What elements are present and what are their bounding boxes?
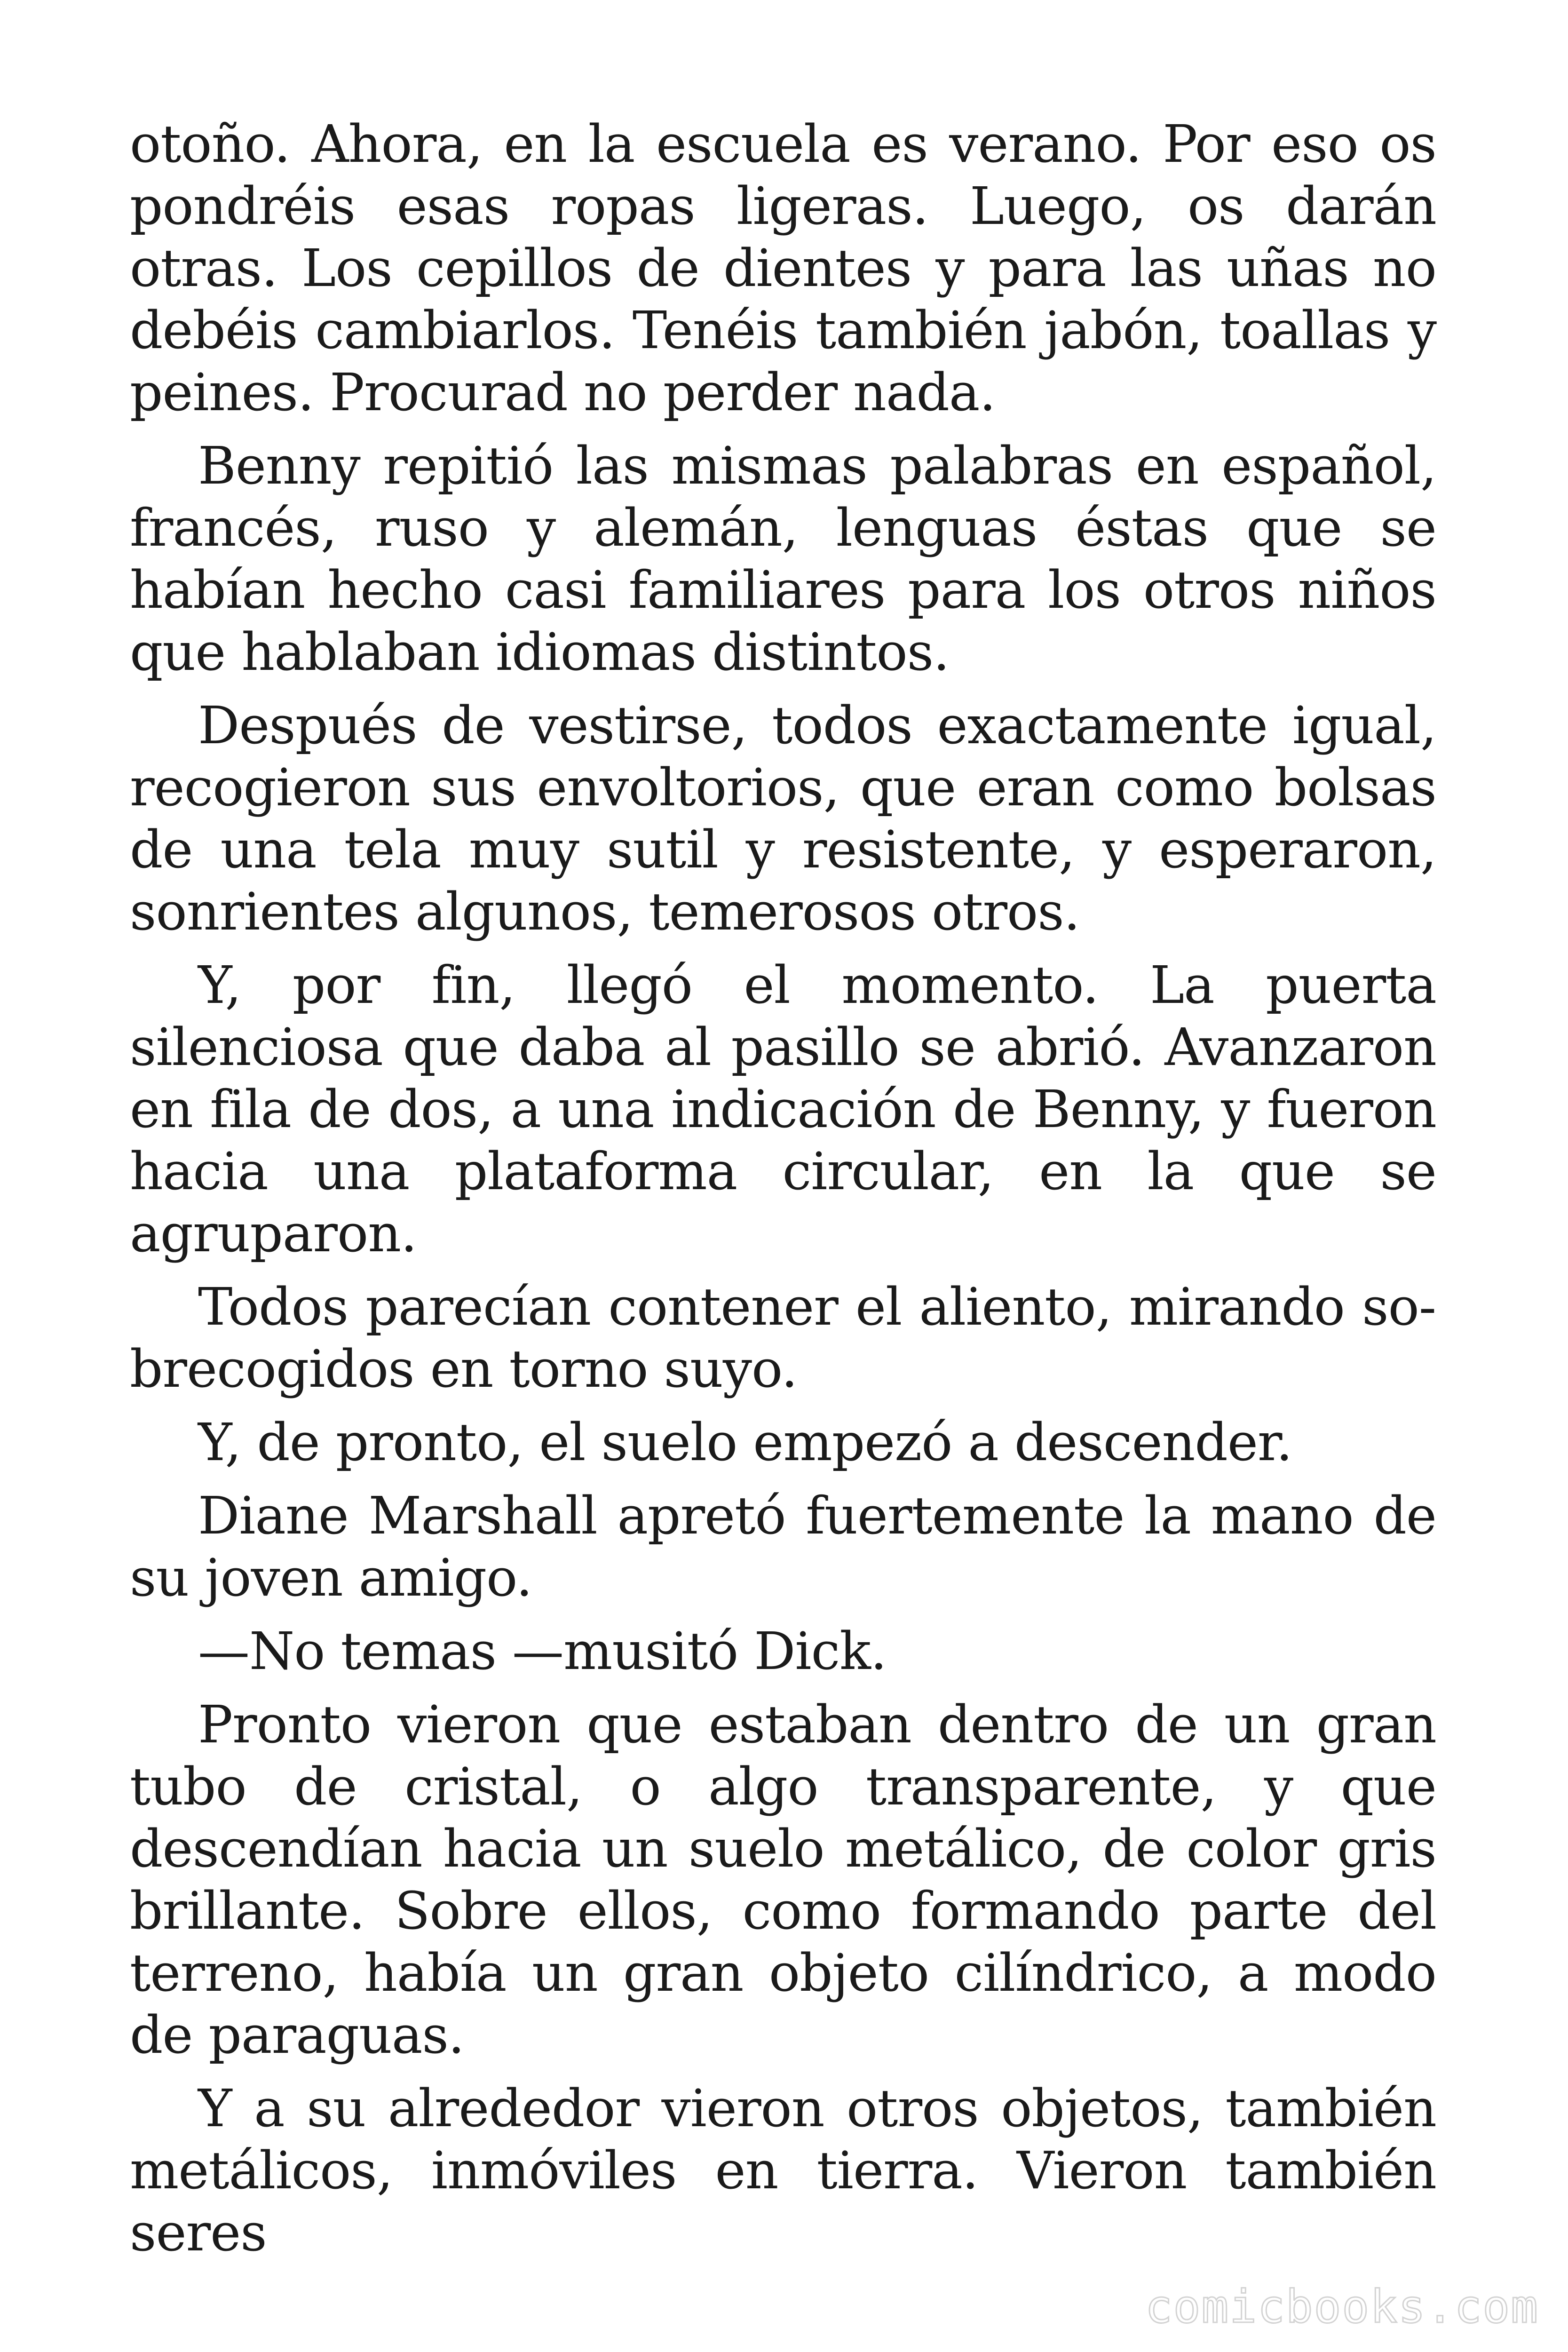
- paragraph: Y, de pronto, el suelo empezó a descender.: [198, 1412, 1292, 1472]
- paragraph: Diane Marshall apretó fuertemente la mano de su joven amigo.: [130, 1486, 1436, 1608]
- body-text: [130, 113, 1436, 2275]
- paragraph: Todos parecían contener el aliento, mirando sobrecogidos en torno suyo.: [130, 1277, 1436, 1399]
- paragraph: Y a su alrededor vieron otros objetos, también metálicos, inmóviles en tierra. Vieron también seres: [130, 2078, 1436, 2263]
- paragraph: Pronto vieron que estaban dentro de un gran tubo de cristal, o algo transparente, y que descendían hacia un suelo metálico, de color gris brillante. Sobre ellos, como formando parte del terreno, había un gran objeto cilíndrico, a modo de paraguas.: [130, 1694, 1436, 2065]
- watermark: comicbooks.com: [1145, 2280, 1539, 2333]
- paragraph: —No temas —musitó Dick.: [198, 1621, 887, 1681]
- paragraph: Y, por fin, llegó el momento. La puerta silenciosa que daba al pasillo se abrió. Avanzaron en fila de dos, a una indicación de Benny, y fueron hacia una plataforma circular, en la que se agruparon.: [130, 955, 1436, 1263]
- paragraph: Benny repitió las mismas palabras en español, francés, ruso y alemán, lenguas éstas que se habían hecho casi familiares para los otros niños que hablaban idiomas distintos.: [130, 436, 1436, 682]
- paragraph: Después de vestirse, todos exactamente igual, recogieron sus envoltorios, que eran como bolsas de una tela muy sutil y resistente, y esperaron, sonrientes algunos, temerosos otros.: [130, 695, 1436, 942]
- paragraph: otoño. Ahora, en la escuela es verano. Por eso os pondréis esas ropas ligeras. Luego, os darán otras. Los cepillos de dientes y para las uñas no debéis cambiarlos. Tenéis también jabón, toallas y peines. Procurad no perder nada.: [130, 114, 1436, 422]
